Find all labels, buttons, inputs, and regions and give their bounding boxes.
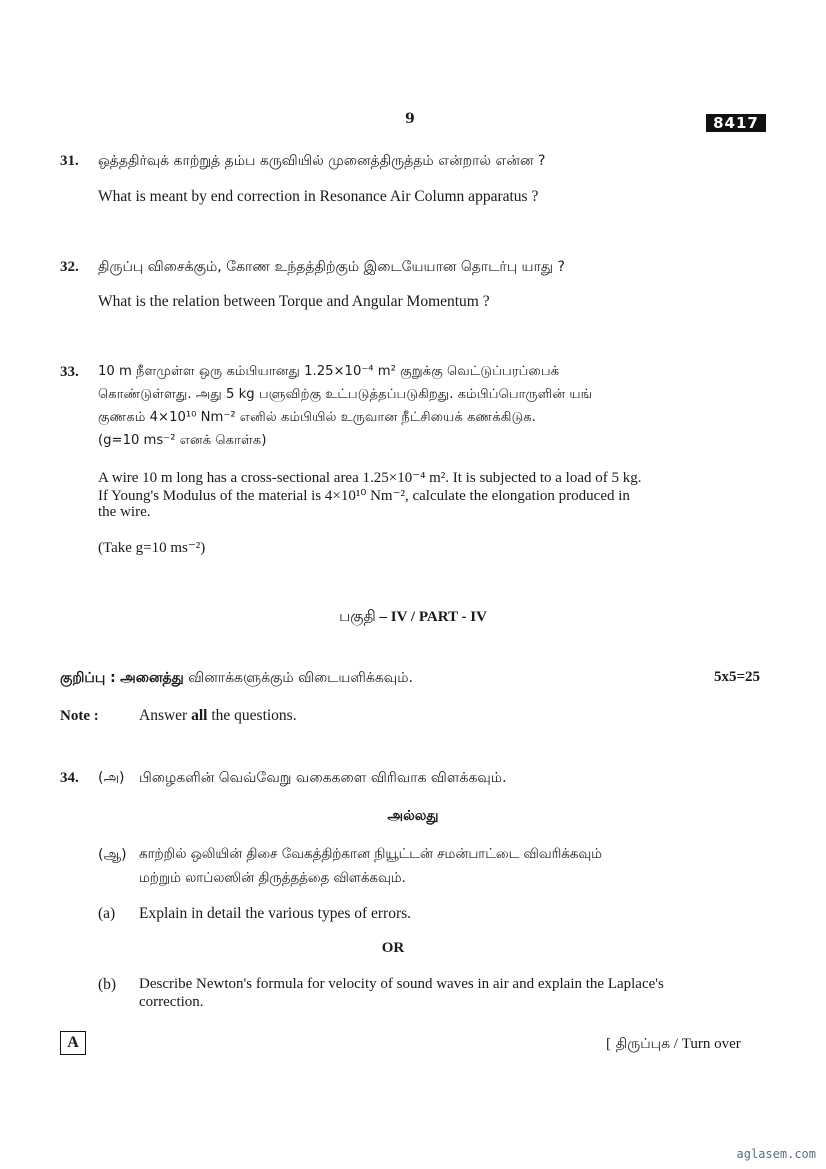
page-number: 9 — [405, 111, 415, 127]
question-number-31: 31. — [60, 153, 79, 169]
note-english-label: Note : — [60, 708, 99, 724]
note-english-pre: Answer — [139, 707, 188, 724]
note-tamil — [60, 670, 413, 688]
q31-english: What is meant by end correction in Resonance Air Column apparatus ? — [98, 188, 539, 205]
note-english-bold: all — [191, 707, 208, 724]
marks-label: 5x5=25 — [714, 669, 761, 685]
question-number-34: 34. — [60, 770, 79, 786]
q34-a-label: (a) — [98, 905, 116, 922]
q34-b-english-line-2: correction. — [139, 994, 204, 1010]
q34-b-english-line-1: Describe Newton's formula for velocity of sound waves in air and explain the Laplace's — [139, 976, 664, 992]
question-number-32: 32. — [60, 259, 79, 275]
q33-english-line-1: A wire 10 m long has a cross-sectional area 1.25×10⁻⁴ m². It is subjected to a load of 5 kg. — [98, 470, 642, 486]
q34-b-tamil-line-2: மற்றும் லாப்லஸின் திருத்தத்தை விளக்கவும். — [139, 871, 406, 886]
q33-tamil-line-1: 10 m நீளமுள்ள ஒரு கம்பியானது 1.25×10⁻⁴ m² குறுக்கு வெட்டுப்பரப்பைக் — [98, 364, 560, 379]
note-english — [139, 707, 297, 725]
q34-a-english: Explain in detail the various types of errors. — [139, 905, 412, 922]
watermark-link[interactable]: aglasem.com — [736, 1147, 816, 1161]
or-english: OR — [381, 940, 405, 956]
q32-tamil: திருப்பு விசைக்கும், கோண உந்தத்திற்கும் இடையேயான தொடர்பு யாது ? — [98, 259, 565, 275]
note-tamil-rest: வினாக்களுக்கும் விடையளிக்கவும். — [188, 670, 413, 686]
turn-over — [606, 1034, 741, 1054]
part-heading — [0, 607, 826, 627]
q32-english: What is the relation between Torque and Angular Momentum ? — [98, 293, 490, 310]
q33-tamil-line-3: குணகம் 4×10¹⁰ Nm⁻² எனில் கம்பியில் உருவான நீட்சியைக் கணக்கிடுக. — [98, 410, 536, 425]
q34-b-tamil-line-1: காற்றில் ஒலியின் திசை வேகத்திற்கான நியூட்டன் சமன்பாட்டை விவரிக்கவும் — [139, 847, 602, 862]
q34-b-label: (b) — [98, 976, 117, 993]
or-tamil: அல்லது — [387, 808, 439, 824]
turn-over-bracket: [ — [606, 1036, 611, 1052]
part-heading-english: IV / PART - IV — [390, 609, 487, 625]
q34-b-tamil-label: (ஆ) — [98, 847, 127, 863]
paper-code-badge: 8417 — [706, 114, 766, 132]
turn-over-english: Turn over — [681, 1036, 741, 1052]
turn-over-sep: / — [670, 1036, 682, 1052]
part-heading-sep: – — [375, 609, 391, 625]
note-tamil-bold: அனைத்து — [120, 670, 184, 686]
note-tamil-label: குறிப்பு : — [60, 670, 116, 686]
q33-tamil-line-2: கொண்டுள்ளது. அது 5 kg பளுவிற்கு உட்படுத்தப்படுகிறது. கம்பிப்பொருளின் யங் — [98, 387, 593, 402]
part-heading-tamil: பகுதி — [339, 607, 376, 625]
turn-over-tamil: திருப்புக — [615, 1036, 671, 1052]
q33-english-line-3: the wire. — [98, 504, 151, 520]
q33-tamil-line-4: (g=10 ms⁻² எனக் கொள்க) — [98, 433, 267, 448]
booklet-code-box: A — [60, 1031, 86, 1055]
q34-a-tamil-label: (அ) — [98, 770, 125, 786]
q31-tamil: ஒத்ததிர்வுக் காற்றுத் தம்ப கருவியில் முனைத்திருத்தம் என்றால் என்ன ? — [98, 153, 546, 169]
q33-english-line-2: If Young's Modulus of the material is 4×10¹⁰ Nm⁻², calculate the elongation produced in — [98, 488, 630, 504]
question-number-33: 33. — [60, 364, 79, 380]
note-english-post: the questions. — [211, 707, 297, 724]
q33-take-g: (Take g=10 ms⁻²) — [98, 540, 206, 556]
q34-a-tamil: பிழைகளின் வெவ்வேறு வகைகளை விரிவாக விளக்கவும். — [139, 770, 507, 786]
